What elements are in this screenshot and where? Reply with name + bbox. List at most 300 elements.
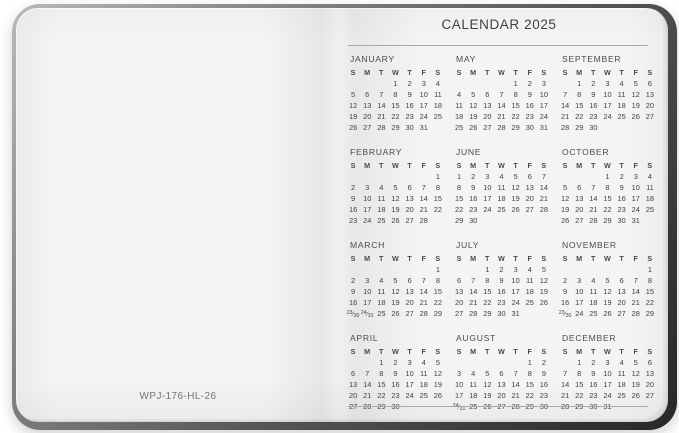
- date-cell: 12: [631, 90, 640, 99]
- date-cell: 13: [483, 101, 492, 110]
- date-cell: 27: [575, 216, 584, 225]
- date-cell: 16: [589, 101, 598, 110]
- date-cell: [431, 215, 445, 226]
- week-row: [452, 182, 551, 193]
- date-cell: 17: [603, 101, 612, 110]
- date-cell: 7: [563, 90, 568, 99]
- date-cell: 31: [631, 216, 640, 225]
- date-cell: 27: [454, 309, 464, 318]
- date-cell: 14: [497, 101, 506, 110]
- date-cell: 12: [631, 369, 640, 378]
- week-row: [558, 204, 657, 215]
- weekday-header: T: [379, 347, 384, 356]
- week-row: [452, 204, 551, 215]
- month-january: [346, 54, 445, 133]
- week-row: [558, 111, 657, 122]
- date-cell: 28: [469, 309, 478, 318]
- date-cell: 1: [457, 172, 462, 181]
- date-cell: [586, 171, 600, 182]
- weekday-header: S: [562, 161, 568, 170]
- date-cell: 9: [563, 287, 568, 296]
- date-cell: 10: [363, 194, 372, 203]
- date-cell: 25: [525, 298, 534, 307]
- date-cell: 4: [471, 369, 476, 378]
- date-cell: [431, 122, 445, 133]
- date-cell: 15: [511, 101, 520, 110]
- weekday-header: M: [364, 347, 371, 356]
- weekday-header-row: [558, 67, 657, 78]
- week-row: [452, 122, 551, 133]
- weekday-header: T: [513, 161, 518, 170]
- date-cell: 21: [497, 112, 506, 121]
- date-cell: 28: [363, 402, 372, 411]
- date-cell: 7: [421, 276, 426, 285]
- date-cell: [537, 215, 551, 226]
- date-cell: 3: [633, 172, 638, 181]
- date-cell: [346, 357, 360, 368]
- date-cell: 23: [539, 391, 549, 400]
- date-cell: 19: [391, 298, 400, 307]
- week-row: [346, 286, 445, 297]
- date-cell: 4: [435, 79, 440, 88]
- date-cell: 13: [525, 183, 534, 192]
- date-cell: 20: [348, 391, 358, 400]
- date-cell: 2: [591, 79, 596, 88]
- date-cell: [615, 264, 629, 275]
- weekday-header: S: [456, 254, 462, 263]
- date-cell: 8: [457, 183, 462, 192]
- date-cell: 5: [435, 358, 440, 367]
- weekday-header: T: [591, 161, 596, 170]
- weekday-header: T: [591, 254, 596, 263]
- date-cell: 22: [391, 112, 400, 121]
- date-cell: 17: [363, 205, 372, 214]
- week-row: [452, 264, 551, 275]
- date-cell: 18: [433, 101, 443, 110]
- weekday-header: T: [379, 254, 384, 263]
- date-cell: [643, 122, 657, 133]
- bottom-divider: [348, 406, 648, 407]
- month-april: [346, 333, 445, 412]
- date-cell: 16: [348, 205, 358, 214]
- date-cell: 11: [455, 101, 463, 110]
- week-row: [452, 171, 551, 182]
- date-cell: 20: [645, 380, 655, 389]
- date-cell: 21: [560, 112, 570, 121]
- date-cell: 28: [631, 309, 640, 318]
- date-cell: 21: [539, 194, 549, 203]
- date-cell: 18: [617, 101, 626, 110]
- date-cell: 16: [469, 194, 478, 203]
- date-cell: 9: [591, 90, 596, 99]
- date-cell: 5: [633, 79, 638, 88]
- date-cell: 11: [469, 380, 478, 389]
- date-cell: 4: [379, 183, 384, 192]
- date-cell: 6: [619, 276, 624, 285]
- date-cell: 26: [603, 309, 612, 318]
- date-cell: 31: [603, 402, 612, 411]
- month-september: [558, 54, 657, 133]
- weekday-header: W: [604, 68, 611, 77]
- weekday-header: F: [633, 161, 639, 170]
- date-cell: 26: [391, 216, 400, 225]
- weekday-header: S: [647, 68, 653, 77]
- date-cell: 3: [365, 183, 370, 192]
- date-cell: 5: [633, 358, 638, 367]
- date-cell: 24: [575, 309, 584, 318]
- date-cell: 21: [377, 112, 386, 121]
- week-row: [452, 368, 551, 379]
- date-cell: [537, 308, 551, 319]
- date-cell: 13: [575, 194, 584, 203]
- month-name: OCTOBER: [562, 147, 610, 157]
- date-cell: [360, 308, 374, 321]
- date-cell: 24: [419, 112, 428, 121]
- weekday-header: T: [591, 68, 596, 77]
- date-cell: 23: [405, 112, 414, 121]
- date-cell: 14: [469, 287, 478, 296]
- date-cell: 24: [483, 205, 492, 214]
- weekday-header: W: [392, 68, 399, 77]
- week-row: [452, 308, 551, 319]
- week-row: [452, 100, 551, 111]
- date-cell: 4: [647, 172, 652, 181]
- date-cell: 29: [454, 216, 464, 225]
- month-june: [452, 147, 551, 226]
- date-cell: 21: [589, 205, 598, 214]
- date-cell: [374, 78, 388, 89]
- date-cell: 20: [405, 298, 414, 307]
- date-cell: 8: [513, 90, 518, 99]
- month-may: [452, 54, 551, 133]
- date-cell: [466, 264, 480, 275]
- week-row: [452, 215, 551, 226]
- date-cell: [480, 215, 494, 226]
- date-cell: 19: [560, 205, 570, 214]
- month-name: DECEMBER: [562, 333, 617, 343]
- date-cell: 27: [405, 216, 414, 225]
- date-cell: 21: [363, 391, 372, 400]
- date-cell: [523, 215, 537, 226]
- date-cell: 22: [525, 391, 534, 400]
- weekday-header: M: [576, 68, 583, 77]
- date-cell: 18: [454, 112, 464, 121]
- date-cell: 25: [469, 402, 478, 411]
- date-cell: 24: [511, 298, 520, 307]
- date-cell: 22: [433, 205, 443, 214]
- week-row: [558, 286, 657, 297]
- date-cell: 22: [454, 205, 464, 214]
- date-cell: 14: [589, 194, 598, 203]
- date-cell: 24: [631, 205, 640, 214]
- weekday-header: S: [541, 161, 547, 170]
- date-cell: 3: [421, 79, 426, 88]
- date-cell: 20: [617, 298, 626, 307]
- date-cell: 21: [631, 298, 640, 307]
- weekday-header: F: [633, 347, 639, 356]
- date-cell: 7: [365, 369, 370, 378]
- week-row: [452, 297, 551, 308]
- date-cell: 2: [471, 172, 476, 181]
- week-row: [346, 171, 445, 182]
- weekday-header: T: [407, 347, 412, 356]
- weekday-header: M: [364, 68, 371, 77]
- date-cell: [403, 264, 417, 275]
- date-cell: 9: [619, 183, 624, 192]
- date-cell: 3: [577, 276, 582, 285]
- weekday-header: F: [421, 68, 427, 77]
- weekday-header: S: [541, 347, 547, 356]
- date-cell: 29: [377, 402, 386, 411]
- date-cell: 14: [419, 287, 428, 296]
- week-row: [452, 286, 551, 297]
- date-cell: [452, 357, 466, 368]
- date-cell: [558, 357, 572, 368]
- date-cell: 19: [631, 101, 640, 110]
- date-cell: 6: [407, 183, 412, 192]
- month-name: APRIL: [350, 333, 379, 343]
- date-cell: [572, 171, 586, 182]
- weekday-header: S: [456, 161, 462, 170]
- weekday-header: W: [604, 347, 611, 356]
- date-cell: [417, 171, 431, 182]
- date-cell: 10: [539, 90, 549, 99]
- date-cell: 28: [511, 402, 520, 411]
- weekday-header: S: [562, 254, 568, 263]
- date-cell: 9: [471, 183, 476, 192]
- date-cell: 9: [407, 90, 412, 99]
- weekday-header: T: [619, 161, 624, 170]
- date-cell: 16: [539, 380, 549, 389]
- date-cell: 27: [405, 309, 414, 318]
- date-cell: [452, 78, 466, 89]
- date-cell: [494, 78, 508, 89]
- weekday-header: M: [470, 254, 477, 263]
- week-row: [558, 193, 657, 204]
- date-cell: 25: [419, 391, 428, 400]
- date-cell: 11: [617, 369, 626, 378]
- date-cell: 20: [525, 194, 534, 203]
- weekday-header: T: [407, 68, 412, 77]
- date-cell: 2: [619, 172, 624, 181]
- date-cell: 24: [603, 112, 612, 121]
- date-cell: 4: [457, 90, 462, 99]
- date-cell: 7: [471, 276, 476, 285]
- date-cell: 2: [351, 276, 356, 285]
- date-cell: 8: [605, 183, 610, 192]
- date-cell: 19: [469, 112, 478, 121]
- date-cell: 30: [589, 402, 598, 411]
- date-cell: 9: [351, 287, 356, 296]
- date-cell: 14: [419, 194, 428, 203]
- date-cell: 22: [603, 205, 612, 214]
- weekday-header: M: [364, 161, 371, 170]
- date-cell: 11: [377, 287, 386, 296]
- date-cell: 16: [617, 194, 626, 203]
- date-cell: 26: [469, 123, 478, 132]
- date-cell: [509, 215, 523, 226]
- combined-date: $^{23}⁄_{30}$: [558, 310, 572, 319]
- date-cell: 21: [419, 298, 428, 307]
- date-cell: 17: [511, 287, 520, 296]
- date-cell: 11: [646, 183, 654, 192]
- date-cell: 14: [560, 101, 570, 110]
- weekday-header: W: [498, 68, 505, 77]
- date-cell: 11: [589, 287, 598, 296]
- date-cell: 21: [419, 205, 428, 214]
- date-cell: [572, 264, 586, 275]
- date-cell: 7: [563, 369, 568, 378]
- week-row: [346, 297, 445, 308]
- date-cell: [388, 264, 402, 275]
- date-cell: 13: [405, 287, 414, 296]
- date-cell: 30: [525, 123, 534, 132]
- date-cell: 8: [393, 90, 398, 99]
- date-cell: 23: [525, 112, 534, 121]
- date-cell: 13: [497, 380, 506, 389]
- week-row: [558, 357, 657, 368]
- weekday-header: W: [498, 161, 505, 170]
- date-cell: 20: [454, 298, 464, 307]
- week-row: [346, 193, 445, 204]
- date-cell: 5: [605, 276, 610, 285]
- weekday-header: S: [350, 161, 356, 170]
- weekday-header-row: [346, 160, 445, 171]
- weekday-header: F: [633, 68, 639, 77]
- date-cell: 20: [405, 205, 414, 214]
- date-cell: 5: [513, 172, 518, 181]
- date-cell: 15: [433, 287, 443, 296]
- date-cell: 3: [407, 358, 412, 367]
- date-cell: 17: [575, 298, 584, 307]
- combined-date: $^{24}⁄_{31}$: [360, 310, 374, 319]
- date-cell: 19: [631, 380, 640, 389]
- date-cell: 29: [391, 123, 400, 132]
- date-cell: [558, 308, 572, 321]
- weekday-header: T: [513, 254, 518, 263]
- date-cell: 2: [393, 358, 398, 367]
- date-cell: 6: [647, 79, 652, 88]
- date-cell: 18: [377, 205, 386, 214]
- date-cell: 10: [511, 276, 520, 285]
- date-cell: 12: [603, 287, 612, 296]
- weekday-header: S: [435, 68, 441, 77]
- weekday-header: M: [470, 347, 477, 356]
- date-cell: 16: [348, 298, 358, 307]
- weekday-header: T: [513, 68, 518, 77]
- date-cell: 16: [560, 298, 570, 307]
- date-cell: 27: [348, 402, 358, 411]
- date-cell: [629, 264, 643, 275]
- date-cell: 6: [577, 183, 582, 192]
- date-cell: 8: [379, 369, 384, 378]
- date-cell: 13: [645, 369, 655, 378]
- date-cell: 6: [365, 90, 370, 99]
- weekday-header: F: [421, 254, 427, 263]
- date-cell: 22: [645, 298, 655, 307]
- week-row: [558, 182, 657, 193]
- date-cell: 9: [393, 369, 398, 378]
- weekday-header-row: [346, 346, 445, 357]
- date-cell: [600, 264, 614, 275]
- date-cell: 17: [631, 194, 640, 203]
- date-cell: 5: [471, 90, 476, 99]
- date-cell: [360, 264, 374, 275]
- week-row: [346, 368, 445, 379]
- date-cell: 14: [377, 101, 386, 110]
- months-grid: [346, 54, 655, 412]
- date-cell: 2: [541, 358, 546, 367]
- week-row: [346, 275, 445, 286]
- date-cell: 15: [454, 194, 464, 203]
- date-cell: 8: [647, 276, 652, 285]
- date-cell: 23: [469, 205, 478, 214]
- week-row: [558, 379, 657, 390]
- date-cell: 10: [405, 369, 414, 378]
- date-cell: 7: [633, 276, 638, 285]
- date-cell: 15: [575, 101, 584, 110]
- date-cell: 17: [483, 194, 492, 203]
- week-row: [558, 264, 657, 275]
- date-cell: [346, 308, 360, 321]
- weekday-header: F: [421, 347, 427, 356]
- date-cell: 10: [363, 287, 372, 296]
- weekday-header: F: [633, 254, 639, 263]
- date-cell: 11: [434, 90, 442, 99]
- date-cell: 28: [419, 216, 428, 225]
- date-cell: 10: [603, 90, 612, 99]
- date-cell: 13: [645, 90, 655, 99]
- weekday-header: S: [541, 254, 547, 263]
- week-row: [558, 368, 657, 379]
- date-cell: 12: [348, 101, 358, 110]
- weekday-header: S: [562, 347, 568, 356]
- date-cell: 8: [435, 183, 440, 192]
- date-cell: [494, 357, 508, 368]
- date-cell: 22: [511, 112, 520, 121]
- month-july: [452, 240, 551, 319]
- date-cell: 26: [560, 216, 570, 225]
- date-cell: [629, 122, 643, 133]
- date-cell: 12: [560, 194, 570, 203]
- date-cell: [360, 171, 374, 182]
- week-row: [346, 204, 445, 215]
- date-cell: 27: [483, 123, 492, 132]
- date-cell: 16: [391, 380, 400, 389]
- date-cell: 1: [379, 358, 384, 367]
- date-cell: 26: [539, 298, 549, 307]
- date-cell: 21: [469, 298, 478, 307]
- date-cell: 25: [433, 112, 443, 121]
- date-cell: 17: [405, 380, 414, 389]
- date-cell: 13: [405, 194, 414, 203]
- date-cell: 31: [419, 123, 428, 132]
- month-august: [452, 333, 551, 412]
- weekday-header: T: [619, 68, 624, 77]
- weekday-header: T: [619, 254, 624, 263]
- date-cell: 4: [591, 276, 596, 285]
- date-cell: [600, 122, 614, 133]
- weekday-header: S: [456, 347, 462, 356]
- date-cell: 18: [525, 287, 534, 296]
- weekday-header: S: [435, 254, 441, 263]
- month-name: AUGUST: [456, 333, 497, 343]
- date-cell: 9: [591, 369, 596, 378]
- date-cell: 12: [391, 194, 400, 203]
- date-cell: [452, 264, 466, 275]
- date-cell: [360, 78, 374, 89]
- date-cell: 13: [617, 287, 626, 296]
